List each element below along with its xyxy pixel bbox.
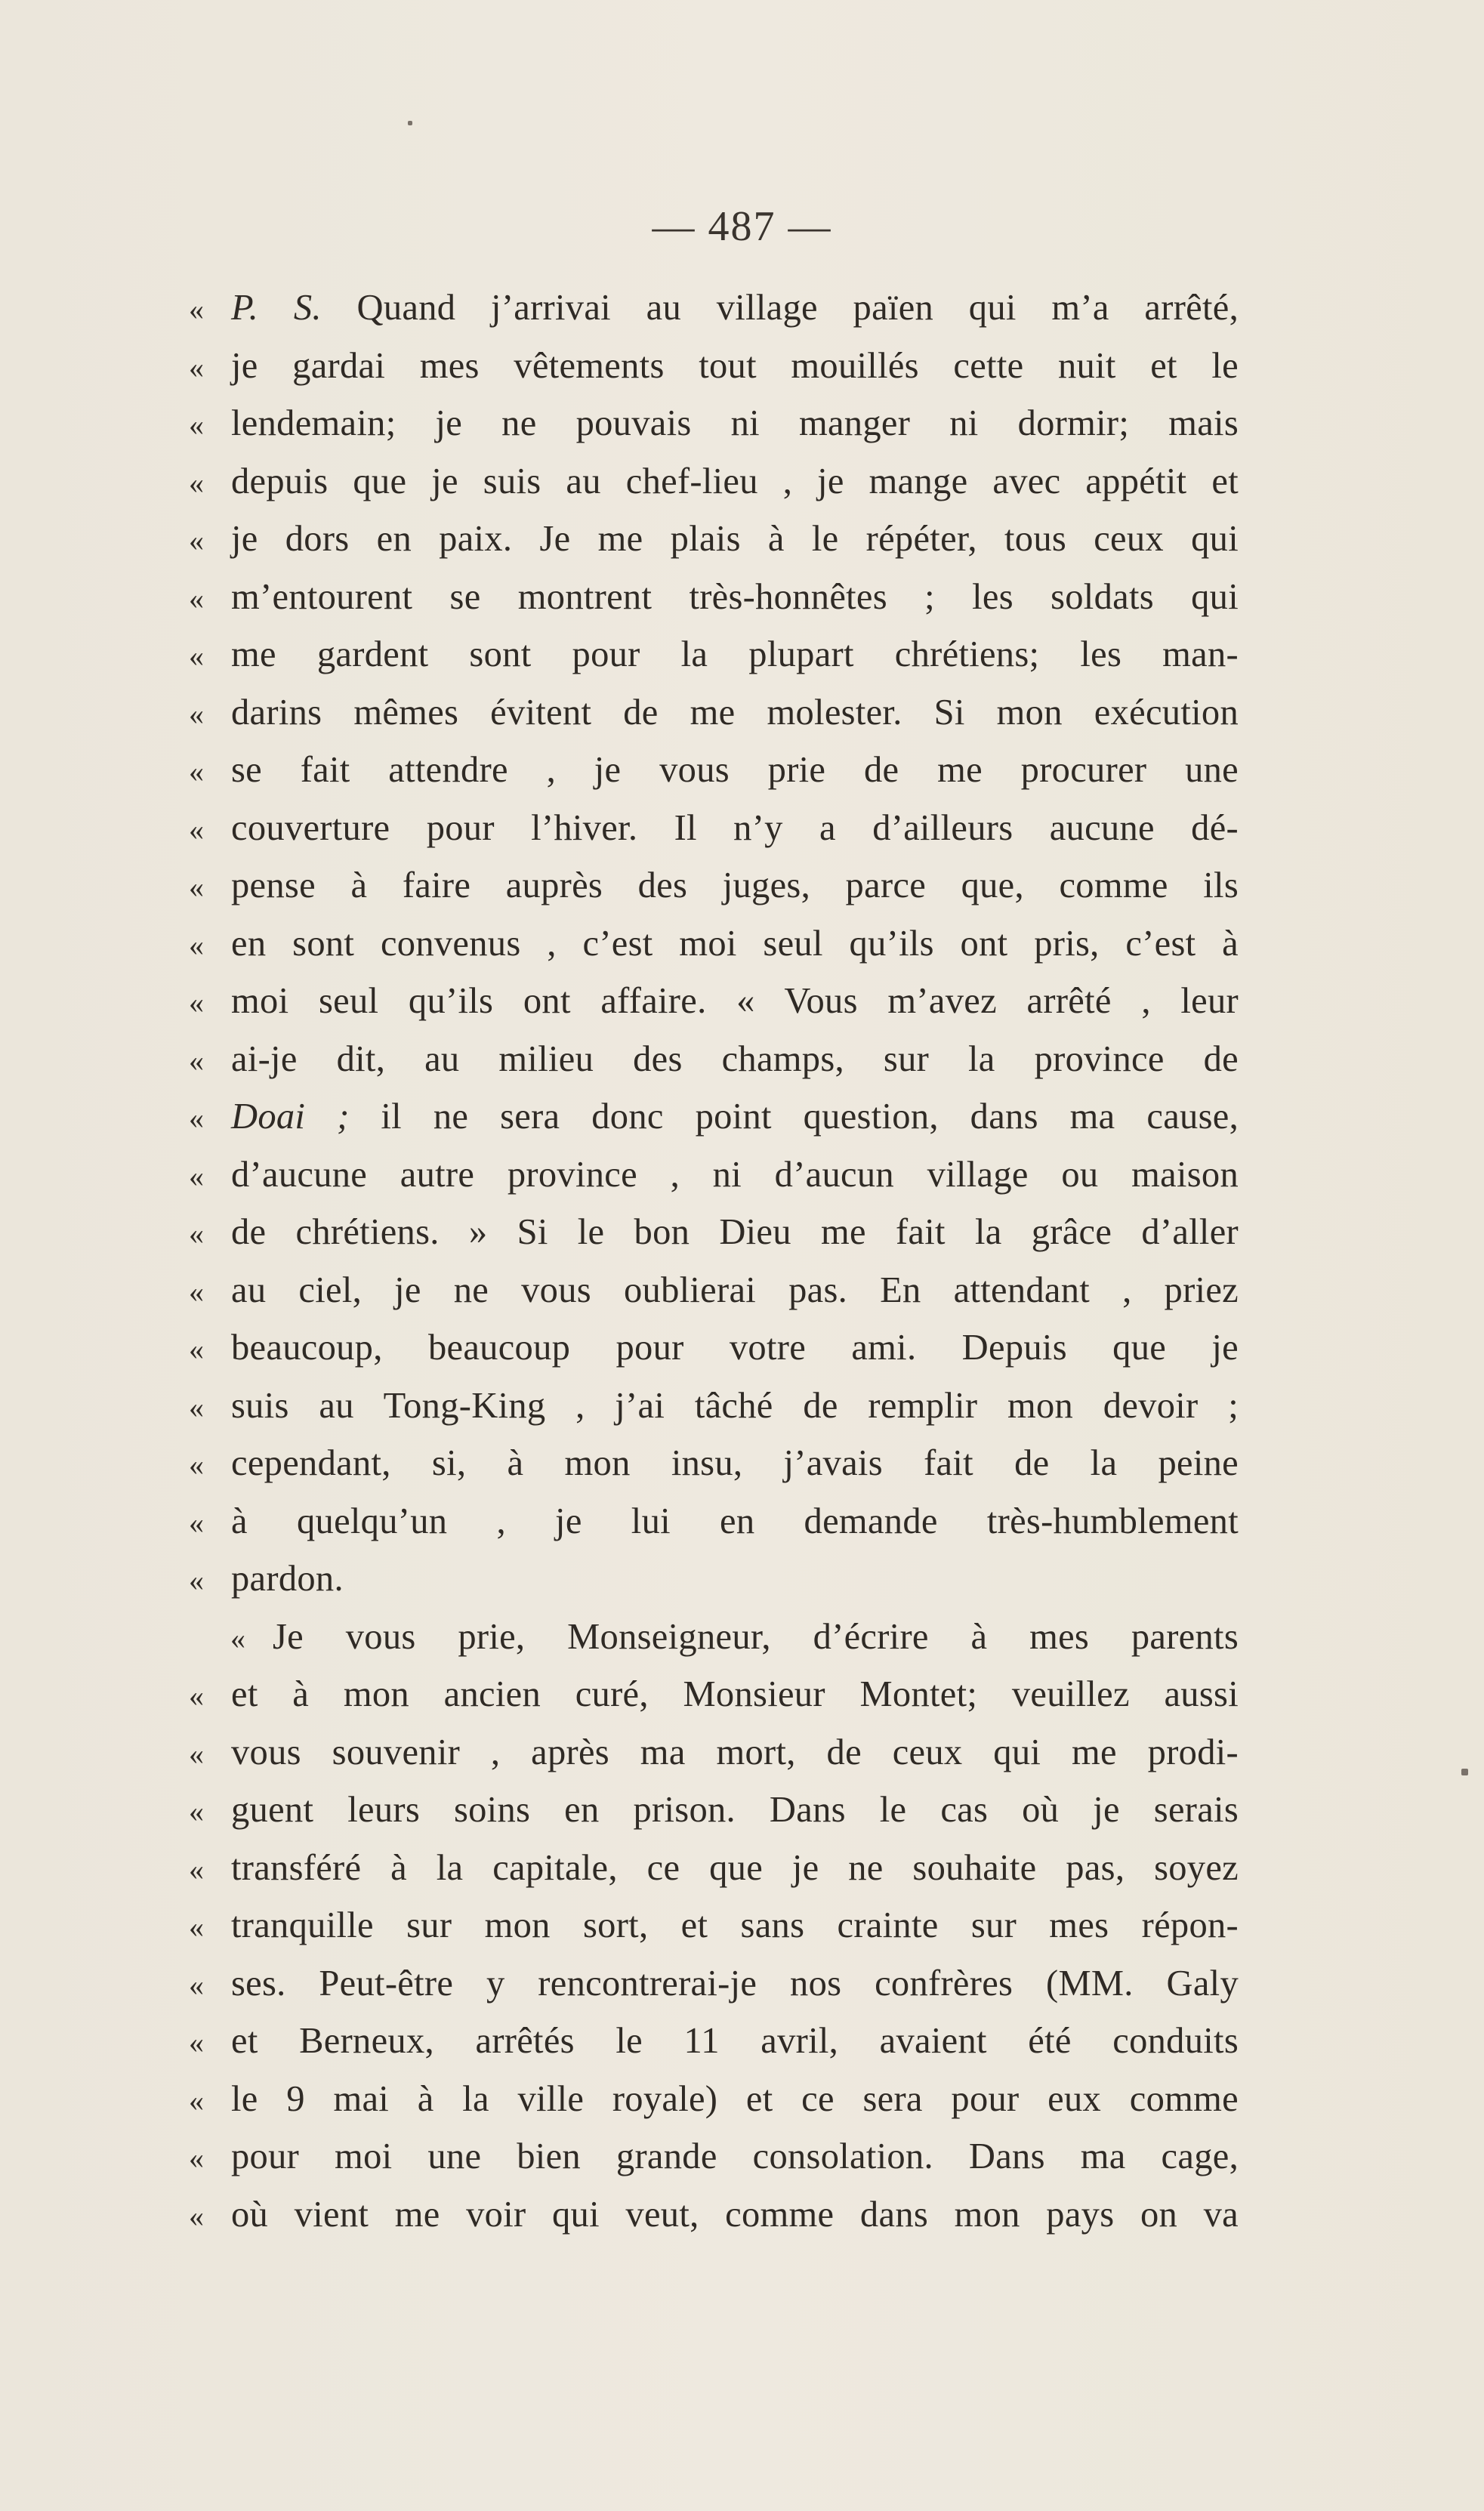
quote-mark: «: [189, 1448, 205, 1482]
quote-mark: «: [189, 2025, 205, 2059]
line-text: se fait attendre , je vous prie de me procurer une: [231, 750, 1239, 790]
quote-mark: «: [189, 1505, 205, 1540]
text-line: [189, 1840, 1239, 1898]
text-line: [189, 1955, 1239, 2013]
line-text: à quelqu’un , je lui en demande très-humblement: [231, 1501, 1239, 1541]
quote-mark: «: [189, 1217, 205, 1251]
line-text: darins mêmes évitent de me molester. Si mon exécution: [231, 692, 1239, 733]
italic-text: P. S.: [231, 288, 322, 328]
text-line: [189, 2071, 1239, 2129]
line-text: couverture pour l’hiver. Il n’y a d’ailleurs aucune dé-: [231, 807, 1239, 848]
text-block: [189, 279, 1239, 2244]
line-text: lendemain; je ne pouvais ni manger ni dormir; mais: [231, 403, 1239, 443]
text-line: [189, 915, 1239, 973]
line-text: ai-je dit, au milieu des champs, sur la province de: [231, 1038, 1239, 1079]
line-text: ses. Peut-être y rencontrerai-je nos confrères (MM. Galy: [231, 1963, 1239, 2004]
quote-mark: «: [189, 1274, 205, 1309]
line-text: au ciel, je ne vous oublierai pas. En attendant , priez: [231, 1269, 1239, 1310]
quote-mark: «: [189, 1332, 205, 1366]
line-text: pour moi une bien grande consolation. Dans ma cage,: [231, 2136, 1239, 2176]
text-line: [189, 279, 1239, 338]
text-line: [189, 1262, 1239, 1320]
quote-mark: «: [230, 1621, 246, 1655]
quote-mark: «: [189, 465, 205, 500]
text-line: [189, 1319, 1239, 1377]
quote-mark: «: [189, 1563, 205, 1597]
quote-mark: «: [189, 1910, 205, 1944]
text-line: [189, 1781, 1239, 1840]
line-text: je gardai mes vêtements tout mouillés cette nuit et le: [231, 345, 1239, 386]
text-line: [189, 2186, 1239, 2244]
text-line: [189, 511, 1239, 569]
text-line: [189, 857, 1239, 915]
text-line: [189, 800, 1239, 858]
text-line: [189, 569, 1239, 627]
quote-mark: «: [189, 986, 205, 1020]
line-text: et à mon ancien curé, Monsieur Montet; veuillez aussi: [231, 1674, 1239, 1714]
italic-text: Doai ;: [231, 1097, 350, 1137]
line-text: transféré à la capitale, ce que je ne souhaite pas, soyez: [231, 1847, 1239, 1888]
line-text: et Berneux, arrêtés le 11 avril, avaient été conduits: [231, 2021, 1239, 2061]
line-text: vous souvenir , après ma mort, de ceux qui me prodi-: [231, 1732, 1239, 1772]
quote-mark: «: [189, 2198, 205, 2233]
text-line: [189, 1666, 1239, 1724]
quote-mark: «: [189, 408, 205, 442]
line-text: de chrétiens. » Si le bon Dieu me fait la grâce d’aller: [231, 1212, 1239, 1252]
line-text: pense à faire auprès des juges, parce que, comme ils: [231, 865, 1239, 905]
quote-mark: «: [189, 1101, 205, 1135]
line-text: d’aucune autre province , ni d’aucun village ou maison: [231, 1154, 1239, 1195]
quote-mark: «: [189, 870, 205, 904]
line-text: le 9 mai à la ville royale) et ce sera pour eux comme: [231, 2078, 1239, 2119]
quote-mark: «: [189, 2141, 205, 2175]
text-line: [189, 742, 1239, 800]
text-line: [189, 1088, 1239, 1146]
quote-mark: «: [189, 1794, 205, 1828]
quote-mark: «: [189, 2083, 205, 2118]
text-line: [189, 2128, 1239, 2186]
text-line: [189, 2013, 1239, 2071]
line-text: Je vous prie, Monseigneur, d’écrire à mes parents: [273, 1616, 1239, 1657]
text-line: [189, 338, 1239, 396]
line-text: où vient me voir qui veut, comme dans mon pays on va: [231, 2194, 1239, 2235]
quote-mark: «: [189, 927, 205, 962]
quote-mark: «: [189, 812, 205, 847]
line-text: je dors en paix. Je me plais à le répéter, tous ceux qui: [231, 519, 1239, 559]
text-line: [189, 1724, 1239, 1782]
line-text: beaucoup, beaucoup pour votre ami. Depuis que je: [231, 1328, 1239, 1368]
text-line: [189, 1031, 1239, 1089]
quote-mark: «: [189, 639, 205, 673]
text-line: [189, 1435, 1239, 1493]
text-line: [189, 1609, 1239, 1667]
text-line: [189, 973, 1239, 1031]
quote-mark: «: [189, 581, 205, 615]
speck: [408, 121, 412, 125]
text-line: [189, 453, 1239, 511]
line-text: tranquille sur mon sort, et sans crainte sur mes répon-: [231, 1905, 1239, 1945]
line-text: guent leurs soins en prison. Dans le cas où je serais: [231, 1790, 1239, 1830]
page-number: — 487 —: [652, 203, 832, 250]
quote-mark: «: [189, 1967, 205, 2002]
line-text: suis au Tong-King , j’ai tâché de remplir mon devoir ;: [231, 1385, 1239, 1426]
quote-mark: «: [189, 350, 205, 384]
line-text: moi seul qu’ils ont affaire. « Vous m’avez arrêté , leur: [231, 981, 1239, 1021]
line-text: cependant, si, à mon insu, j’avais fait de la peine: [231, 1443, 1239, 1483]
line-text: Quand j’arrivai au village païen qui m’a arrêté,: [321, 288, 1239, 328]
text-line: [189, 626, 1239, 684]
text-line: [189, 1377, 1239, 1436]
quote-mark: «: [189, 523, 205, 557]
text-line: [189, 1550, 1239, 1609]
text-line: [189, 1897, 1239, 1955]
quote-mark: «: [189, 1043, 205, 1078]
line-text: il ne sera donc point question, dans ma cause,: [349, 1097, 1239, 1137]
quote-mark: «: [189, 696, 205, 731]
quote-mark: «: [189, 1390, 205, 1424]
line-text: pardon.: [231, 1559, 344, 1599]
line-text: m’entourent se montrent très-honnêtes ; les soldats qui: [231, 576, 1239, 617]
line-text: en sont convenus , c’est moi seul qu’ils ont pris, c’est à: [231, 923, 1239, 964]
text-line: [189, 395, 1239, 453]
line-text: depuis que je suis au chef-lieu , je mange avec appétit et: [231, 461, 1239, 501]
quote-mark: «: [189, 1736, 205, 1771]
text-line: [189, 684, 1239, 742]
quote-mark: «: [189, 1158, 205, 1193]
quote-mark: «: [189, 754, 205, 788]
quote-mark: «: [189, 1852, 205, 1886]
text-line: [189, 1204, 1239, 1262]
text-line: [189, 1493, 1239, 1551]
text-line: [189, 1146, 1239, 1205]
quote-mark: «: [189, 292, 205, 326]
quote-mark: «: [189, 1679, 205, 1713]
line-text: me gardent sont pour la plupart chrétiens; les man-: [231, 634, 1239, 674]
speck: [1461, 1769, 1468, 1775]
